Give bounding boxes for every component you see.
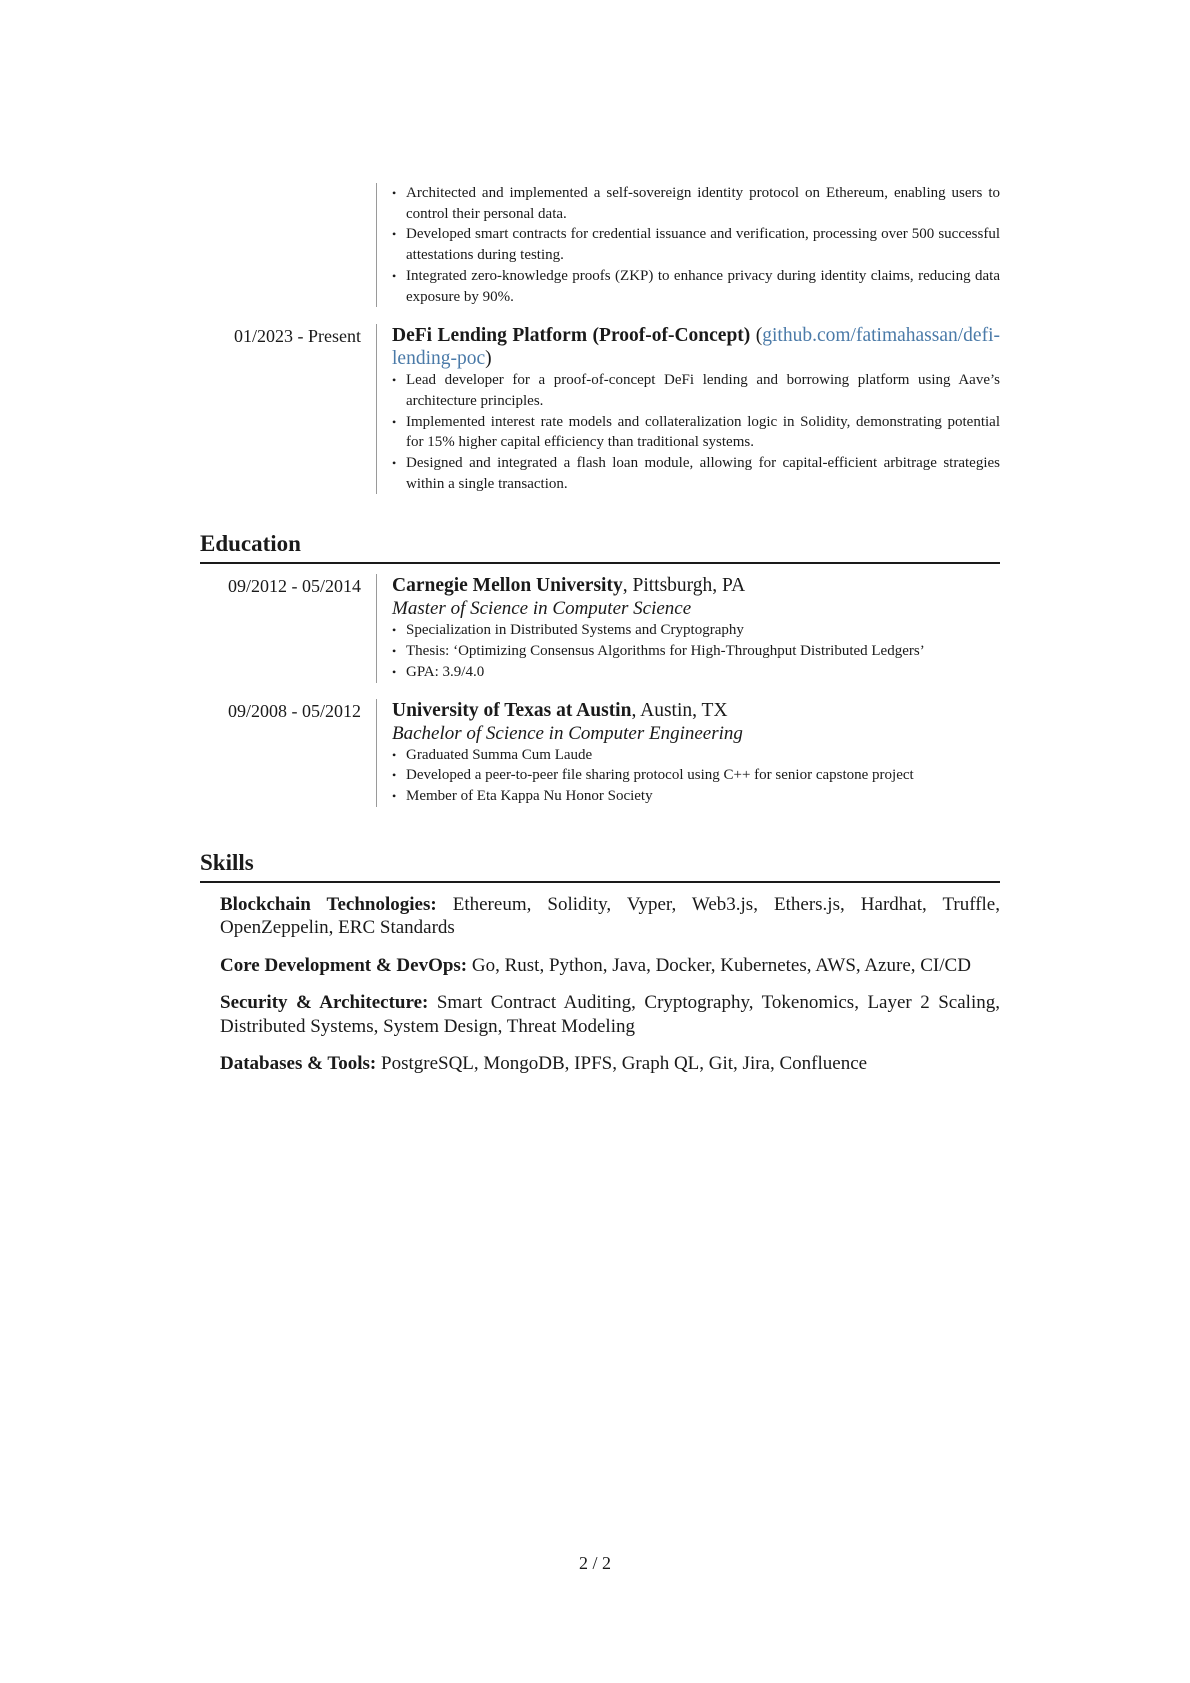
page-number: 2 / 2	[578, 1553, 611, 1573]
skill-value: PostgreSQL, MongoDB, IPFS, Graph QL, Git, Jira, Confluence	[376, 1053, 868, 1075]
skill-row	[220, 954, 1000, 978]
school-line	[392, 574, 1000, 597]
list-item: • Developed smart contracts for credential issuance and verification, processing over 500 successful attestations during testing.	[392, 224, 1000, 265]
degree: Bachelor of Science in Computer Engineering	[392, 722, 743, 744]
skill-label: Blockchain Technologies:	[220, 893, 437, 915]
list-item: • Integrated zero-knowledge proofs (ZKP) to enhance privacy during identity claims, reducing data exposure by 90%.	[392, 266, 1000, 307]
skill-value: Smart Contract Auditing, Cryptography, Tokenomics, Layer 2 Scaling, Distributed Systems, System Design, Threat Modeling	[220, 992, 1000, 1037]
entry-body	[376, 183, 1000, 307]
entry-date: 01/2023 - Present	[234, 326, 361, 347]
school-line	[392, 699, 1000, 722]
project-entry-defi	[200, 324, 1000, 494]
entry-body	[376, 699, 1000, 807]
bullet-list	[392, 370, 1000, 494]
skill-label: Databases & Tools:	[220, 1053, 377, 1075]
skill-row	[220, 991, 1000, 1038]
list-item: • Graduated Summa Cum Laude	[392, 745, 1000, 766]
education-entry	[200, 699, 1000, 807]
entry-body	[376, 324, 1000, 494]
skill-value: Ethereum, Solidity, Vyper, Web3.js, Ethers.js, Hardhat, Truffle, OpenZeppelin, ERC Standards	[220, 893, 1000, 939]
list-item: • Specialization in Distributed Systems and Cryptography	[392, 620, 1000, 641]
skill-label: Core Development & DevOps:	[220, 954, 468, 976]
school-location: , Pittsburgh, PA	[622, 575, 746, 597]
list-item: • Architected and implemented a self-sovereign identity protocol on Ethereum, enabling users to control their personal data.	[392, 183, 1000, 224]
education-entry	[200, 574, 1000, 682]
skills-list	[200, 893, 1000, 1076]
resume-page	[200, 0, 1000, 1090]
degree: Master of Science in Computer Science	[392, 598, 692, 620]
bullet-list	[392, 183, 1000, 307]
school-location: , Austin, TX	[631, 699, 728, 721]
project-link[interactable]: github.com/fatimahassan/defi-lending-poc	[392, 325, 1000, 370]
list-item: • GPA: 3.9/4.0	[392, 662, 1000, 683]
link-paren-close: )	[485, 348, 492, 370]
bullet-list	[392, 620, 1000, 682]
list-item: • Lead developer for a proof-of-concept DeFi lending and borrowing platform using Aave’s architecture principles.	[392, 370, 1000, 411]
bullet-list	[392, 745, 1000, 807]
school-name: Carnegie Mellon University	[392, 575, 623, 597]
skill-label: Security & Architecture:	[220, 992, 429, 1014]
project-title: DeFi Lending Platform (Proof-of-Concept)	[392, 325, 751, 347]
entry-body	[376, 574, 1000, 682]
list-item: • Member of Eta Kappa Nu Honor Society	[392, 786, 1000, 807]
school-name: University of Texas at Austin	[392, 699, 632, 721]
list-item: • Developed a peer-to-peer file sharing protocol using C++ for senior capstone project	[392, 765, 1000, 786]
education-heading: Education	[200, 530, 1000, 564]
list-item: • Thesis: ‘Optimizing Consensus Algorithms for High-Throughput Distributed Ledgers’	[392, 641, 1000, 662]
skills-heading: Skills	[200, 849, 1000, 883]
skill-row	[220, 1052, 1000, 1076]
entry-date: 09/2008 - 05/2012	[228, 700, 361, 721]
project-entry-identity	[200, 183, 1000, 307]
link-paren-open: (	[755, 325, 763, 347]
skill-value: Go, Rust, Python, Java, Docker, Kubernetes, AWS, Azure, CI/CD	[467, 954, 971, 976]
entry-date: 09/2012 - 05/2014	[228, 576, 361, 597]
project-title-line	[392, 324, 1000, 370]
list-item: • Designed and integrated a flash loan module, allowing for capital-efficient arbitrage strategies within a single transaction.	[392, 453, 1000, 494]
list-item: • Implemented interest rate models and collateralization logic in Solidity, demonstrating potential for 15% higher capital efficiency than traditional systems.	[392, 412, 1000, 453]
entry-date	[200, 183, 376, 307]
skill-row	[220, 893, 1000, 940]
